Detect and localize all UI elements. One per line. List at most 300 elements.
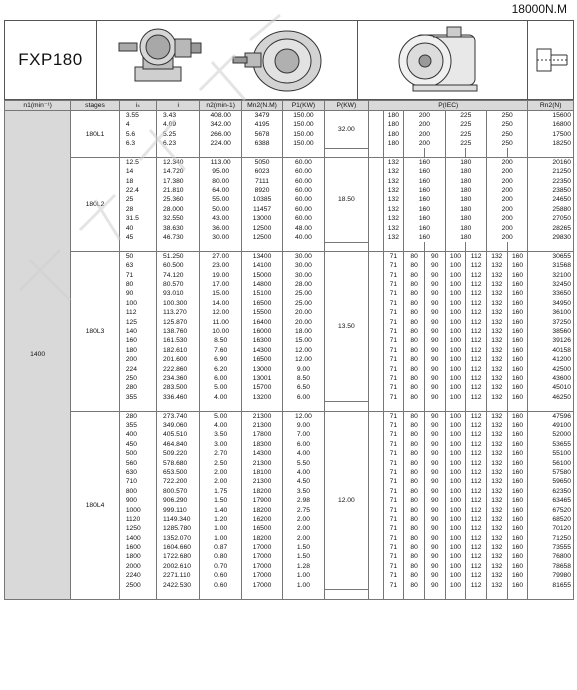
mn2-value: 5050 xyxy=(241,158,282,168)
iec-value: 100 xyxy=(445,552,466,561)
iec-value: 100 xyxy=(445,543,466,552)
spacer xyxy=(369,186,383,195)
iec-value: 80 xyxy=(404,374,425,383)
n2-value: 15.00 xyxy=(200,289,241,298)
iec-value: 112 xyxy=(466,552,487,561)
iec-value: 132 xyxy=(486,524,507,533)
in-value: 50 xyxy=(119,252,156,262)
iec-value: 132 xyxy=(486,280,507,289)
iec-value: 160 xyxy=(404,176,445,185)
iec-value: 90 xyxy=(424,449,445,458)
rn2-value: 70120 xyxy=(528,524,574,533)
rn2-value: 40158 xyxy=(528,346,574,355)
iec-value: 112 xyxy=(466,355,487,364)
iec-value: 112 xyxy=(466,383,487,392)
iec-value: 112 xyxy=(466,280,487,289)
iec-value: 90 xyxy=(424,552,445,561)
rn2-value: 76800 xyxy=(528,552,574,561)
iec-value: 80 xyxy=(404,562,425,571)
in-value: 12.5 xyxy=(119,158,156,168)
rn2-value: 63465 xyxy=(528,496,574,505)
in-value: 18 xyxy=(119,176,156,185)
iec-value: 160 xyxy=(507,411,528,421)
mn2-value: 13000 xyxy=(241,364,282,373)
i-value: 1285.780 xyxy=(157,524,200,533)
spacer xyxy=(369,205,383,214)
p1-value: 150.00 xyxy=(283,139,324,148)
iec-value: 132 xyxy=(486,252,507,262)
iec-value: 250 xyxy=(486,129,527,138)
in-value: 125 xyxy=(119,317,156,326)
iec-value: 100 xyxy=(445,364,466,373)
in-value: 4 xyxy=(119,120,156,129)
rn2-value: 56100 xyxy=(528,458,574,467)
iec-value: 112 xyxy=(466,252,487,262)
col-i: i xyxy=(157,101,200,111)
rn2-value: 52000 xyxy=(528,430,574,439)
n2-value: 1.00 xyxy=(200,524,241,533)
n2-value: 3.50 xyxy=(200,430,241,439)
iec-value: 132 xyxy=(486,393,507,402)
p1-value: 1.28 xyxy=(283,562,324,571)
iec-value: 160 xyxy=(507,505,528,514)
iec-value: 132 xyxy=(486,562,507,571)
p1-value: 150.00 xyxy=(283,111,324,121)
iec-value: 132 xyxy=(486,487,507,496)
iec-value: 80 xyxy=(404,411,425,421)
i-value: 21.810 xyxy=(157,186,200,195)
table-row xyxy=(5,411,574,421)
in-value: 355 xyxy=(119,421,156,430)
rn2-value: 28265 xyxy=(528,223,574,232)
n2-value: 6.00 xyxy=(200,374,241,383)
mn2-value: 17000 xyxy=(241,552,282,561)
iec-value: 132 xyxy=(486,355,507,364)
iec-value: 80 xyxy=(404,364,425,373)
iec-value: 112 xyxy=(466,364,487,373)
iec-value: 200 xyxy=(486,158,527,168)
mn2-value: 21300 xyxy=(241,458,282,467)
mn2-value: 15700 xyxy=(241,383,282,392)
spacer xyxy=(369,223,383,232)
p1-value: 2.00 xyxy=(283,515,324,524)
in-value: 250 xyxy=(119,374,156,383)
i-value: 161.530 xyxy=(157,336,200,345)
spacer xyxy=(369,111,383,121)
iec-value: 132 xyxy=(486,477,507,486)
in-value: 71 xyxy=(119,270,156,279)
spacer xyxy=(369,421,383,430)
i-value: 60.500 xyxy=(157,261,200,270)
iec-value: 132 xyxy=(383,195,404,204)
iec-value: 200 xyxy=(486,195,527,204)
i-value: 38.630 xyxy=(157,223,200,232)
iec-value: 90 xyxy=(424,336,445,345)
mn2-value: 13001 xyxy=(241,374,282,383)
iec-value: 112 xyxy=(466,449,487,458)
iec-value: 90 xyxy=(424,562,445,571)
stage-label: 180L1 xyxy=(71,111,120,158)
iec-value: 90 xyxy=(424,270,445,279)
iec-value: 112 xyxy=(466,534,487,543)
empty-cell xyxy=(424,148,445,157)
iec-value: 132 xyxy=(383,233,404,242)
mn2-value: 6023 xyxy=(241,167,282,176)
i-value: 722.200 xyxy=(157,477,200,486)
n2-value: 4.00 xyxy=(200,393,241,402)
iec-value: 80 xyxy=(404,458,425,467)
iec-value: 160 xyxy=(507,383,528,392)
n2-value: 4.00 xyxy=(200,421,241,430)
mn2-value: 15100 xyxy=(241,289,282,298)
in-value: 710 xyxy=(119,477,156,486)
iec-value: 132 xyxy=(383,158,404,168)
mn2-value: 17800 xyxy=(241,430,282,439)
iec-value: 90 xyxy=(424,261,445,270)
iec-value: 80 xyxy=(404,515,425,524)
iec-value: 90 xyxy=(424,524,445,533)
rn2-value: 24650 xyxy=(528,195,574,204)
iec-value: 132 xyxy=(486,440,507,449)
mn2-value: 17000 xyxy=(241,562,282,571)
in-value: 80 xyxy=(119,280,156,289)
iec-value: 200 xyxy=(404,139,445,148)
iec-value: 112 xyxy=(466,421,487,430)
iec-value: 160 xyxy=(507,299,528,308)
iec-value: 71 xyxy=(383,383,404,392)
iec-value: 112 xyxy=(466,515,487,524)
p1-value: 3.50 xyxy=(283,487,324,496)
iec-value: 80 xyxy=(404,270,425,279)
i-value: 464.840 xyxy=(157,440,200,449)
empty-cell xyxy=(486,242,507,251)
iec-value: 112 xyxy=(466,505,487,514)
i-value: 74.120 xyxy=(157,270,200,279)
spacer xyxy=(369,515,383,524)
n2-value: 0.60 xyxy=(200,580,241,589)
p1-value: 9.00 xyxy=(283,421,324,430)
iec-value: 80 xyxy=(404,308,425,317)
iec-value: 160 xyxy=(404,195,445,204)
iec-value: 160 xyxy=(507,308,528,317)
iec-value: 90 xyxy=(424,383,445,392)
iec-value: 160 xyxy=(404,205,445,214)
in-value: 112 xyxy=(119,308,156,317)
p1-value: 150.00 xyxy=(283,120,324,129)
iec-value: 100 xyxy=(445,430,466,439)
iec-value: 90 xyxy=(424,477,445,486)
rn2-value: 53655 xyxy=(528,440,574,449)
iec-value: 132 xyxy=(486,552,507,561)
iec-value: 132 xyxy=(486,364,507,373)
in-value: 5.6 xyxy=(119,129,156,138)
iec-value: 132 xyxy=(486,430,507,439)
empty-cell xyxy=(383,148,404,157)
n2-value: 10.00 xyxy=(200,327,241,336)
empty-cell xyxy=(200,590,241,599)
col-in: iₛ xyxy=(119,101,156,111)
iec-value: 71 xyxy=(383,571,404,580)
rn2-value: 49100 xyxy=(528,421,574,430)
iec-value: 90 xyxy=(424,468,445,477)
iec-value: 225 xyxy=(445,120,486,129)
iec-value: 90 xyxy=(424,543,445,552)
mn2-value: 4195 xyxy=(241,120,282,129)
spacer xyxy=(369,195,383,204)
iec-value: 100 xyxy=(445,580,466,589)
spacer xyxy=(369,346,383,355)
mn2-value: 14800 xyxy=(241,280,282,289)
rn2-value: 62350 xyxy=(528,487,574,496)
spacer xyxy=(369,534,383,543)
in-value: 6.3 xyxy=(119,139,156,148)
spacer xyxy=(369,120,383,129)
iec-value: 90 xyxy=(424,374,445,383)
iec-value: 90 xyxy=(424,317,445,326)
iec-value: 160 xyxy=(507,515,528,524)
gearbox-drawing xyxy=(115,25,345,97)
p1-value: 1.50 xyxy=(283,552,324,561)
in-value: 560 xyxy=(119,458,156,467)
iec-value: 132 xyxy=(486,383,507,392)
i-value: 4.09 xyxy=(157,120,200,129)
n2-value: 12.00 xyxy=(200,308,241,317)
spacer xyxy=(369,543,383,552)
iec-value: 71 xyxy=(383,327,404,336)
iec-value: 80 xyxy=(404,505,425,514)
iec-value: 112 xyxy=(466,430,487,439)
p1-value: 2.75 xyxy=(283,505,324,514)
spec-table xyxy=(4,100,574,600)
iec-value: 71 xyxy=(383,430,404,439)
iec-value: 80 xyxy=(404,346,425,355)
empty-cell xyxy=(324,148,368,157)
col-stages: stages xyxy=(71,101,120,111)
mn2-value: 21300 xyxy=(241,421,282,430)
iec-value: 80 xyxy=(404,552,425,561)
iec-value: 71 xyxy=(383,449,404,458)
iec-value: 80 xyxy=(404,430,425,439)
iec-value: 71 xyxy=(383,580,404,589)
iec-value: 90 xyxy=(424,571,445,580)
iec-value: 160 xyxy=(507,430,528,439)
i-value: 1722.680 xyxy=(157,552,200,561)
i-value: 234.360 xyxy=(157,374,200,383)
empty-cell xyxy=(404,242,425,251)
in-value: 31.5 xyxy=(119,214,156,223)
iec-value: 112 xyxy=(466,317,487,326)
iec-value: 132 xyxy=(486,449,507,458)
empty-cell xyxy=(383,242,404,251)
p1-value: 6.50 xyxy=(283,383,324,392)
iec-value: 200 xyxy=(486,186,527,195)
iec-value: 132 xyxy=(486,317,507,326)
iec-value: 90 xyxy=(424,580,445,589)
iec-value: 160 xyxy=(507,355,528,364)
spacer xyxy=(369,214,383,223)
iec-value: 90 xyxy=(424,364,445,373)
iec-value: 200 xyxy=(486,233,527,242)
iec-value: 80 xyxy=(404,496,425,505)
i-value: 93.010 xyxy=(157,289,200,298)
iec-value: 100 xyxy=(445,477,466,486)
in-value: 1800 xyxy=(119,552,156,561)
iec-value: 160 xyxy=(507,562,528,571)
mn2-value: 16200 xyxy=(241,515,282,524)
col-mn2: Mn2(N.M) xyxy=(241,101,282,111)
in-value: 3.55 xyxy=(119,111,156,121)
iec-value: 100 xyxy=(445,393,466,402)
spacer xyxy=(369,270,383,279)
n2-value: 50.00 xyxy=(200,205,241,214)
iec-value: 160 xyxy=(507,487,528,496)
spacer xyxy=(369,505,383,514)
n2-value: 2.00 xyxy=(200,477,241,486)
p1-value: 1.00 xyxy=(283,571,324,580)
n2-value: 8.50 xyxy=(200,336,241,345)
col-rn2: Rn2(N) xyxy=(528,101,574,111)
iec-value: 132 xyxy=(486,270,507,279)
p1-value: 30.00 xyxy=(283,252,324,262)
iec-value: 90 xyxy=(424,346,445,355)
n2-value: 80.00 xyxy=(200,176,241,185)
spacer xyxy=(369,167,383,176)
iec-value: 90 xyxy=(424,458,445,467)
empty-cell xyxy=(200,148,241,157)
iec-value: 112 xyxy=(466,374,487,383)
iec-value: 160 xyxy=(404,167,445,176)
iec-value: 160 xyxy=(507,449,528,458)
i-value: 201.600 xyxy=(157,355,200,364)
iec-value: 90 xyxy=(424,252,445,262)
empty-cell xyxy=(528,590,574,599)
iec-value: 180 xyxy=(445,176,486,185)
rn2-value: 20160 xyxy=(528,158,574,168)
mn2-value: 5678 xyxy=(241,129,282,138)
in-value: 1600 xyxy=(119,543,156,552)
i-value: 125.870 xyxy=(157,317,200,326)
iec-value: 100 xyxy=(445,299,466,308)
p1-value: 60.00 xyxy=(283,176,324,185)
spacer xyxy=(369,327,383,336)
mn2-value: 18200 xyxy=(241,487,282,496)
iec-value: 180 xyxy=(445,186,486,195)
iec-value: 132 xyxy=(486,308,507,317)
iec-value: 100 xyxy=(445,411,466,421)
iec-value: 80 xyxy=(404,327,425,336)
n2-value: 36.00 xyxy=(200,223,241,232)
iec-value: 132 xyxy=(383,205,404,214)
n2-value: 1.20 xyxy=(200,515,241,524)
empty-cell xyxy=(241,590,282,599)
rn2-value: 57580 xyxy=(528,468,574,477)
n2-value: 17.00 xyxy=(200,280,241,289)
iec-value: 80 xyxy=(404,289,425,298)
empty-cell xyxy=(466,148,487,157)
iec-value: 71 xyxy=(383,317,404,326)
i-value: 28.000 xyxy=(157,205,200,214)
n2-value: 224.00 xyxy=(200,139,241,148)
p1-value: 2.98 xyxy=(283,496,324,505)
mn2-value: 14300 xyxy=(241,449,282,458)
mn2-value: 14300 xyxy=(241,346,282,355)
n2-value: 43.00 xyxy=(200,214,241,223)
iec-value: 160 xyxy=(507,346,528,355)
spacer xyxy=(369,129,383,138)
n2-value: 342.00 xyxy=(200,120,241,129)
iec-value: 160 xyxy=(507,571,528,580)
i-value: 2271.110 xyxy=(157,571,200,580)
n2-value: 6.20 xyxy=(200,364,241,373)
iec-value: 160 xyxy=(507,496,528,505)
mn2-value: 17000 xyxy=(241,580,282,589)
mn2-value: 16000 xyxy=(241,327,282,336)
mn2-value: 13000 xyxy=(241,214,282,223)
empty-cell xyxy=(486,590,507,599)
in-value: 2500 xyxy=(119,580,156,589)
in-value: 160 xyxy=(119,336,156,345)
in-value: 500 xyxy=(119,449,156,458)
i-value: 1352.070 xyxy=(157,534,200,543)
n2-value: 27.00 xyxy=(200,252,241,262)
n2-value: 1.40 xyxy=(200,505,241,514)
p1-value: 8.50 xyxy=(283,374,324,383)
iec-value: 112 xyxy=(466,336,487,345)
p1-value: 1.50 xyxy=(283,543,324,552)
i-value: 906.290 xyxy=(157,496,200,505)
stage-label: 180L3 xyxy=(71,252,120,412)
i-value: 5.25 xyxy=(157,129,200,138)
in-value: 280 xyxy=(119,383,156,392)
i-value: 800.570 xyxy=(157,487,200,496)
iec-value: 112 xyxy=(466,477,487,486)
iec-value: 132 xyxy=(486,571,507,580)
in-value: 280 xyxy=(119,411,156,421)
iec-value: 132 xyxy=(486,496,507,505)
iec-value: 90 xyxy=(424,515,445,524)
iec-value: 180 xyxy=(445,158,486,168)
n2-value: 64.00 xyxy=(200,186,241,195)
iec-value: 71 xyxy=(383,289,404,298)
iec-value: 71 xyxy=(383,496,404,505)
p1-value: 2.00 xyxy=(283,524,324,533)
mn2-value: 6388 xyxy=(241,139,282,148)
p1-value: 6.00 xyxy=(283,440,324,449)
p1-value: 60.00 xyxy=(283,195,324,204)
iec-value: 90 xyxy=(424,430,445,439)
n2-value: 113.00 xyxy=(200,158,241,168)
iec-value: 80 xyxy=(404,440,425,449)
rn2-value: 30655 xyxy=(528,252,574,262)
in-value: 355 xyxy=(119,393,156,402)
in-value: 224 xyxy=(119,364,156,373)
iec-value: 112 xyxy=(466,393,487,402)
iec-value: 160 xyxy=(507,364,528,373)
iec-value: 132 xyxy=(486,515,507,524)
iec-value: 200 xyxy=(486,176,527,185)
i-value: 32.550 xyxy=(157,214,200,223)
rn2-value: 18250 xyxy=(528,139,574,148)
p1-value: 9.00 xyxy=(283,364,324,373)
rn2-value: 46250 xyxy=(528,393,574,402)
empty-cell xyxy=(369,148,383,157)
iec-value: 80 xyxy=(404,336,425,345)
iec-value: 71 xyxy=(383,477,404,486)
i-value: 509.220 xyxy=(157,449,200,458)
iec-value: 250 xyxy=(486,139,527,148)
iec-value: 180 xyxy=(383,111,404,121)
iec-value: 71 xyxy=(383,543,404,552)
